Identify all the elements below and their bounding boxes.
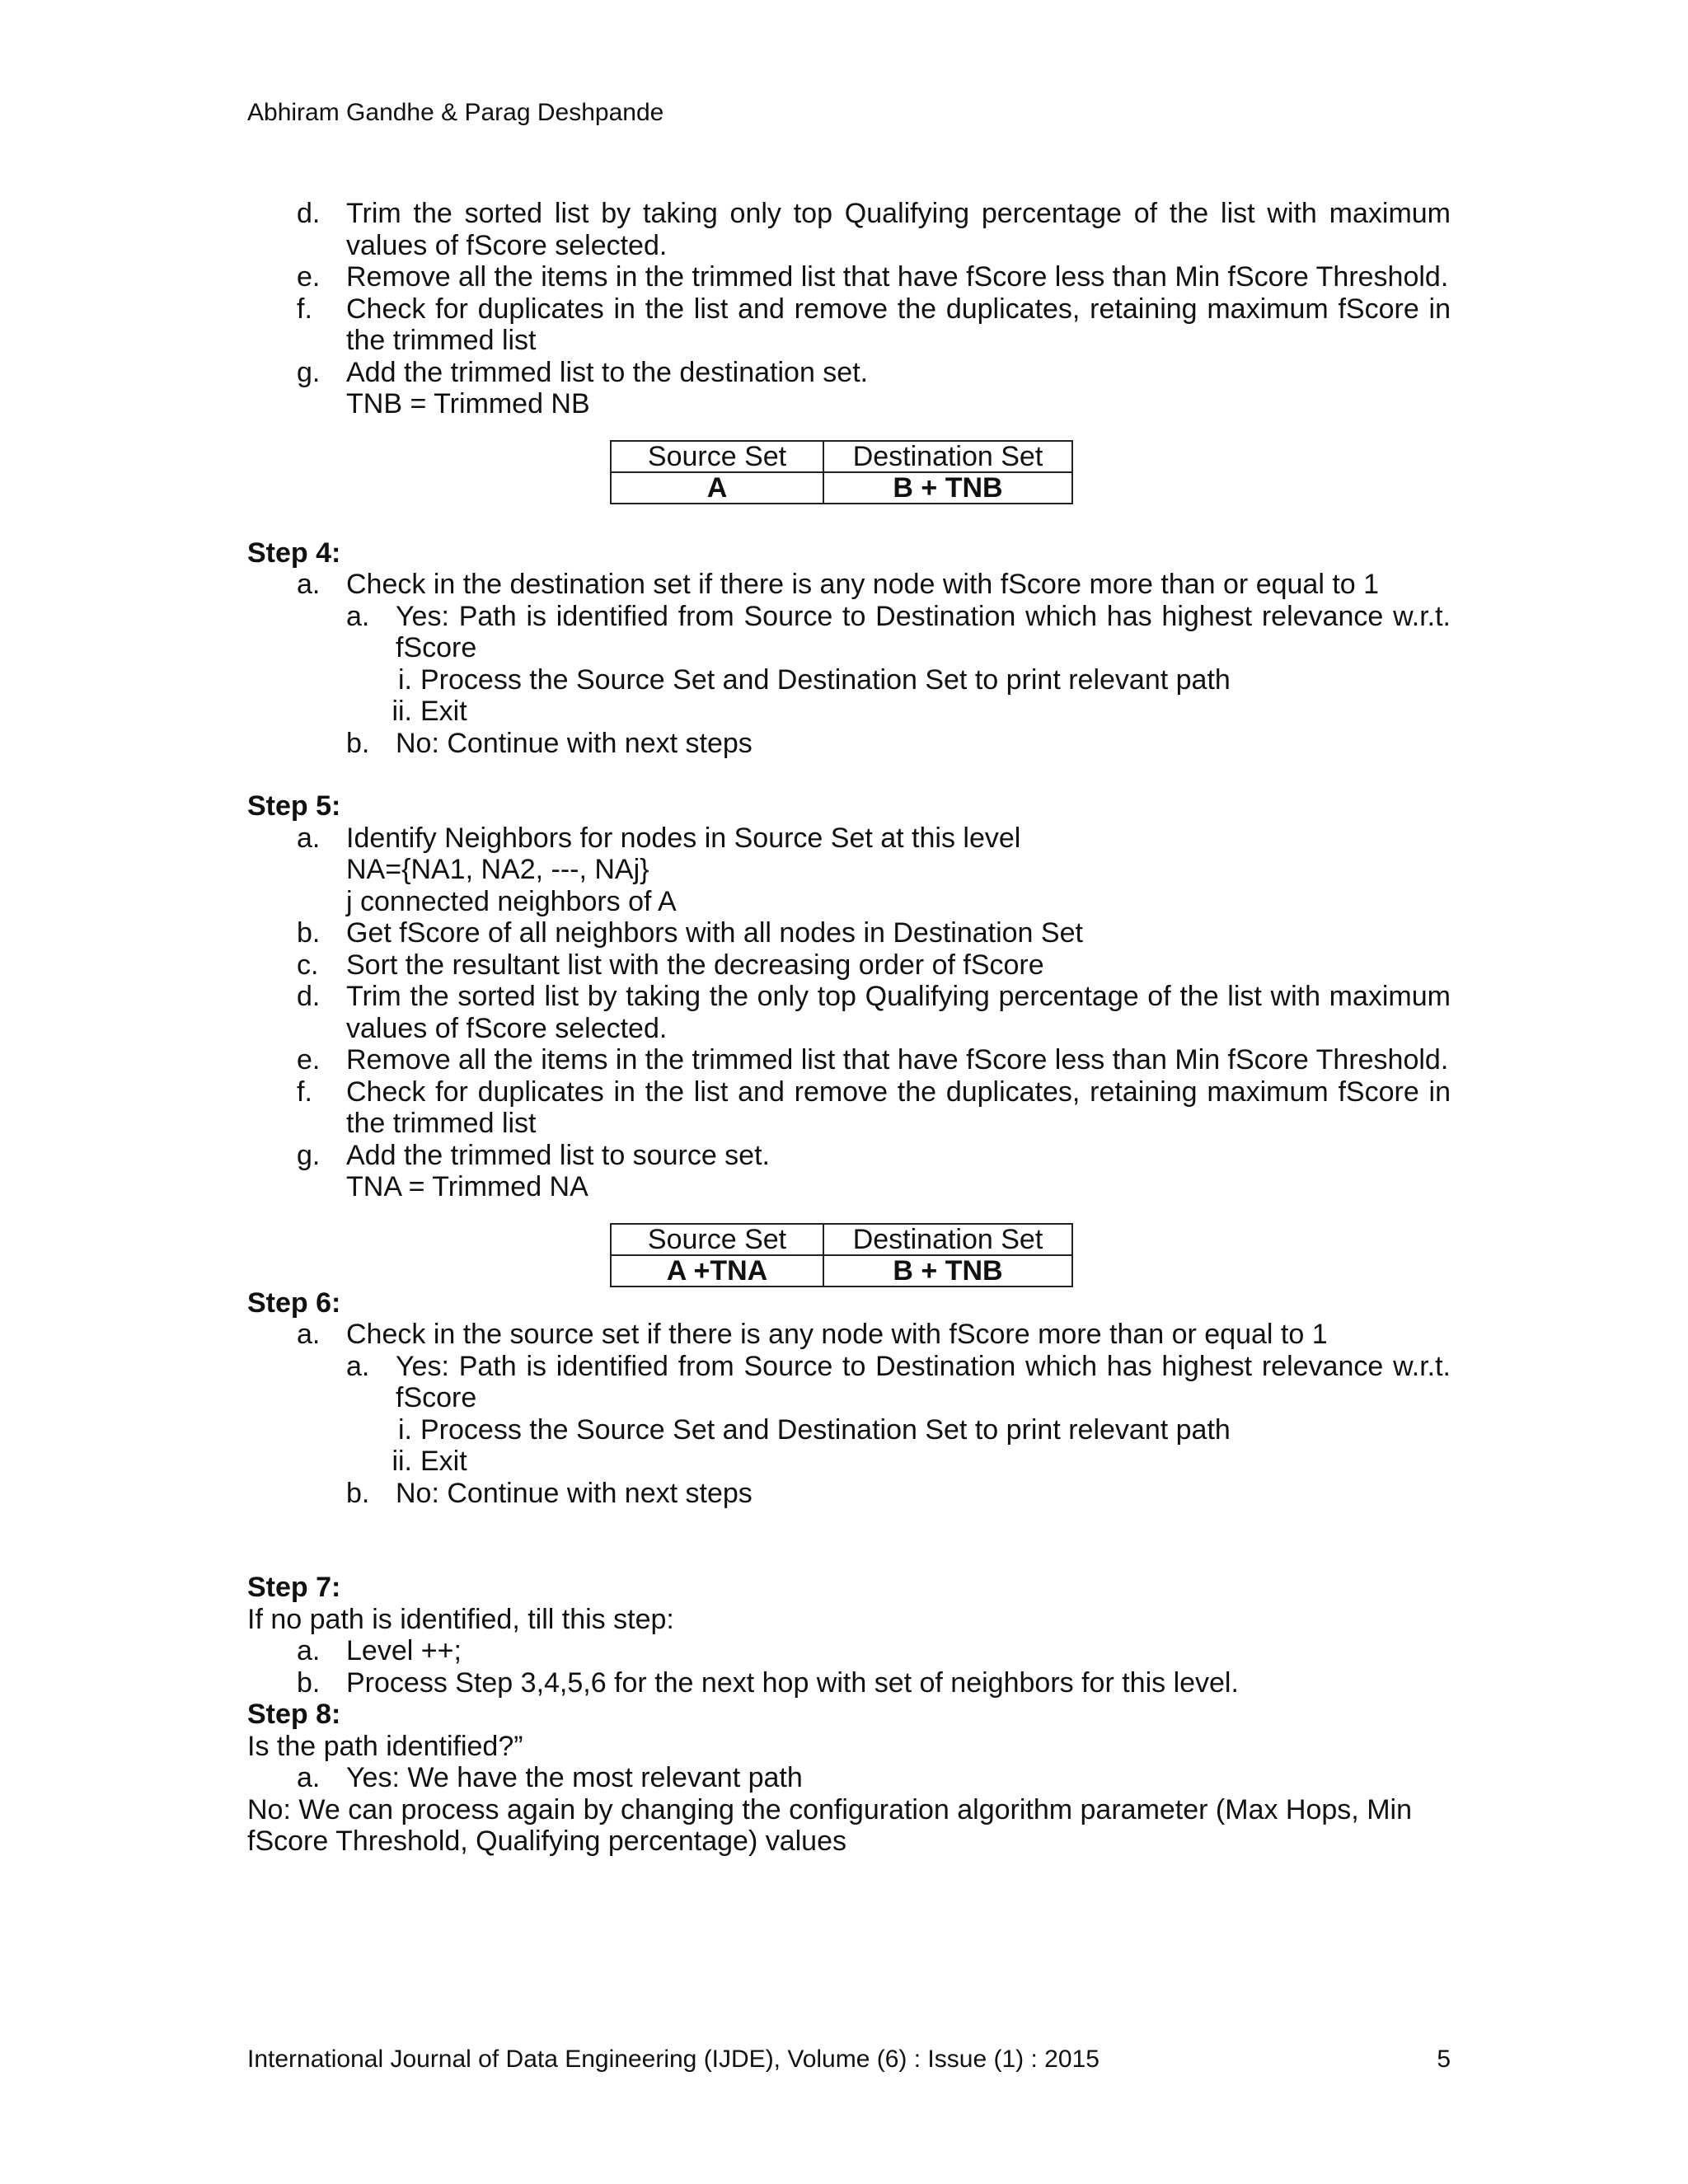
list-item: ii. Exit [392,696,467,727]
main-content [247,198,1451,1858]
list-item: a. Level ++; [297,1635,462,1666]
list-item: b. No: Continue with next steps [346,727,753,759]
list-item: b. Process Step 3,4,5,6 for the next hop with set of neighbors for this level. [297,1666,1239,1699]
list-item: a. Yes: Path is identified from Source to Destination which has highest relevance w.r.t. fScore [346,1350,1451,1413]
sets-table-2 [610,1223,1073,1287]
note-line: TNB = Trimmed NB [346,388,590,419]
list-item: a. Check in the source set if there is any node with fScore more than or equal to 1 [297,1319,1328,1350]
page-footer [247,2046,1451,2074]
list-item: e. Remove all the items in the trimmed list that have fScore less than Min fScore Threshold. [297,1044,1449,1076]
note-line: TNA = Trimmed NA [346,1171,588,1202]
paragraph: If no path is identified, till this step: [247,1603,674,1635]
paragraph: Is the path identified?” [247,1730,523,1762]
list-item: d. Trim the sorted list by taking only top Qualifying percentage of the list with maximum values of fScore selected. [297,198,1451,261]
step-5-heading: Step 5: [247,790,341,822]
table-cell: B + TNB [823,472,1072,504]
running-header: Abhiram Gandhe & Parag Deshpande [247,99,664,126]
list-item: f. Check for duplicates in the list and remove the duplicates, retaining maximum fScore in the trimmed list [297,1076,1451,1139]
paragraph: No: We can process again by changing the configuration algorithm parameter (Max Hops, Min fScore Threshold, Qualifying percentage) values [247,1793,1412,1857]
list-item: a. Identify Neighbors for nodes in Source Set at this level [297,822,1021,854]
table-cell: Destination Set [823,441,1072,472]
step-4-heading: Step 4: [247,537,341,569]
list-item: a. Yes: We have the most relevant path [297,1762,803,1793]
table-cell: Destination Set [823,1224,1072,1255]
sets-table-1 [610,440,1073,504]
list-item: f. Check for duplicates in the list and remove the duplicates, retaining maximum fScore in the trimmed list [297,293,1451,356]
table-cell: Source Set [611,1224,823,1255]
list-item: a. Check in the destination set if there is any node with fScore more than or equal to 1 [297,569,1380,600]
list-item: b. No: Continue with next steps [346,1477,753,1509]
step-8-heading: Step 8: [247,1699,341,1730]
step-6-heading: Step 6: [247,1286,341,1319]
page-number: 5 [1437,2046,1451,2073]
table-cell: B + TNB [823,1255,1072,1286]
list-item: d. Trim the sorted list by taking the only top Qualifying percentage of the list with maximum values of fScore selected. [297,981,1451,1044]
list-item: e. Remove all the items in the trimmed list that have fScore less than Min fScore Threshold. [297,261,1449,293]
step-7-heading: Step 7: [247,1572,341,1603]
note-line: NA={NA1, NA2, ---, NAj} [346,854,649,885]
list-item: b. Get fScore of all neighbors with all nodes in Destination Set [297,917,1083,949]
list-item: ii. Exit [392,1446,467,1477]
list-item: c. Sort the resultant list with the decreasing order of fScore [297,949,1044,981]
list-item: g. Add the trimmed list to source set. [297,1139,770,1171]
list-item: a. Yes: Path is identified from Source to Destination which has highest relevance w.r.t. fScore [346,600,1451,663]
table-cell: A +TNA [611,1255,823,1286]
table-cell: Source Set [611,441,823,472]
note-line: j connected neighbors of A [346,885,677,917]
list-item: g. Add the trimmed list to the destination set. [297,356,869,388]
journal-citation: International Journal of Data Engineering (IJDE), Volume (6) : Issue (1) : 2015 [247,2046,1100,2073]
table-cell: A [611,472,823,504]
list-item: i. Process the Source Set and Destination Set to print relevant path [398,663,1231,696]
list-item: i. Process the Source Set and Destination Set to print relevant path [398,1413,1231,1446]
